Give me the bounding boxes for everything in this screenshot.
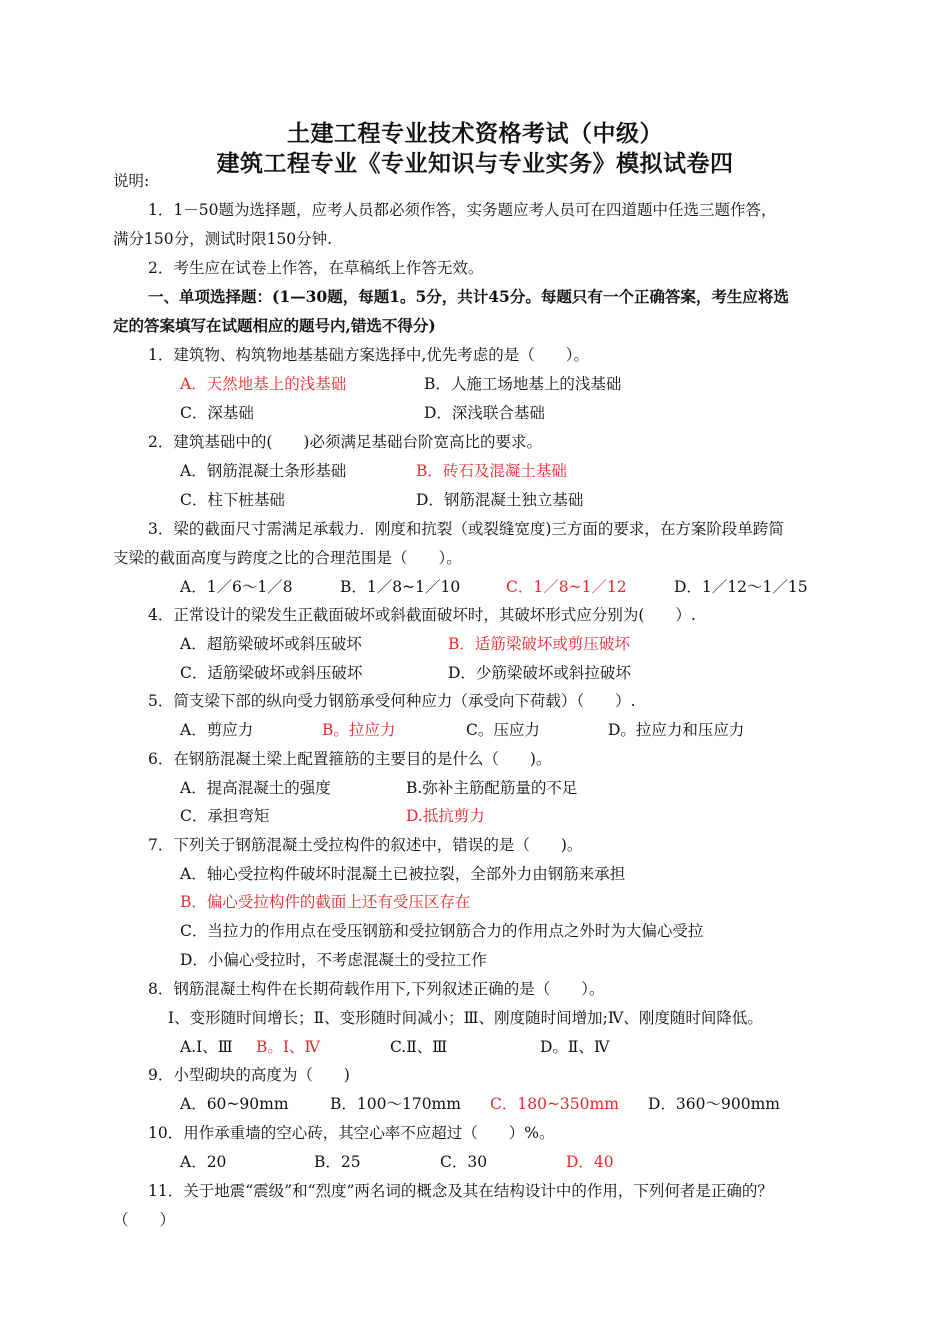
q6-option-c: C．承担弯矩	[180, 807, 270, 825]
q5-option-c: C。压应力	[466, 721, 540, 739]
q1-option-d: D．深浅联合基础	[424, 404, 545, 422]
q4-option-b: B．适筋梁破坏或剪压破坏	[448, 635, 630, 653]
question-4: 4．正常设计的梁发生正截面破坏或斜截面破坏时，其破坏形式应分别为( ）.	[148, 606, 696, 624]
section-heading: 一、单项选择题：(1—30题，每题1。5分，共计45分。每题只有一个正确答案，考生应将选	[148, 287, 789, 306]
q7-option-b: B．偏心受拉构件的截面上还有受压区存在	[180, 893, 471, 911]
question-5: 5．简支梁下部的纵向受力钢筋承受何种应力（承受向下荷载）（ ）.	[148, 692, 636, 710]
q4-option-c: C．适筋梁破坏或斜压破坏	[180, 664, 363, 682]
q3-option-c: C．1／8~1／12	[506, 578, 627, 596]
section-heading-cont: 定的答案填写在试题相应的题号内,错选不得分)	[113, 316, 436, 335]
question-11: 11．关于地震“震级”和“烈度”两名词的概念及其在结构设计中的作用，下列何者是正确的？	[148, 1182, 773, 1200]
q9-option-b: B．100～170mm	[330, 1095, 461, 1113]
q7-option-d: D．小偏心受拉时，不考虑混凝土的受拉工作	[180, 951, 487, 969]
question-8: 8．钢筋混凝土构件在长期荷载作用下,下列叙述正确的是（ ）。	[148, 980, 605, 998]
question-10: 10．用作承重墙的空心砖，其空心率不应超过（ ）%。	[148, 1124, 555, 1142]
q6-option-a: A．提高混凝土的强度	[180, 779, 331, 797]
exam-title: 土建工程专业技术资格考试（中级）	[287, 121, 663, 147]
q1-option-b: B．人施工场地基上的浅基础	[424, 375, 622, 393]
q5-option-d: D。拉应力和压应力	[608, 721, 745, 739]
question-3: 3．梁的截面尺寸需满足承载力．刚度和抗裂（或裂缝宽度)三方面的要求，在方案阶段单跨简	[148, 520, 784, 538]
question-3-cont: 支梁的截面高度与跨度之比的合理范围是（ ）。	[113, 549, 462, 567]
q2-option-d: D．钢筋混凝土独立基础	[416, 491, 584, 509]
q8-option-d: D。Ⅱ、Ⅳ	[540, 1038, 610, 1056]
q9-option-d: D．360～900mm	[648, 1095, 780, 1113]
q5-option-a: A．剪应力	[180, 721, 254, 739]
q8-option-b: B。Ⅰ、Ⅳ	[256, 1038, 320, 1056]
q7-option-a: A．轴心受拉构件破坏时混凝土已被拉裂，全部外力由钢筋来承担	[180, 865, 626, 883]
q2-option-c: C．柱下桩基础	[180, 491, 285, 509]
q3-option-d: D．1／12～1／15	[674, 578, 808, 596]
q6-option-d: D.抵抗剪力	[406, 807, 485, 825]
q10-option-c: C．30	[440, 1153, 488, 1171]
question-6: 6．在钢筋混凝土梁上配置箍筋的主要目的是什么（ )。	[148, 750, 552, 768]
q9-option-c: C．180~350mm	[490, 1095, 619, 1113]
q10-option-b: B．25	[314, 1153, 361, 1171]
note-1-cont: 满分150分，测试时限150分钟.	[113, 230, 333, 248]
q8-option-c: C.Ⅱ、Ⅲ	[390, 1038, 448, 1056]
q7-option-c: C．当拉力的作用点在受压钢筋和受拉钢筋合力的作用点之外时为大偏心受拉	[180, 922, 704, 940]
question-7: 7．下列关于钢筋混凝土受拉构件的叙述中，错误的是（ )。	[148, 836, 583, 854]
q9-option-a: A．60~90mm	[180, 1095, 289, 1113]
question-2: 2．建筑基础中的( )必须满足基础台阶宽高比的要求。	[148, 433, 542, 451]
note-2: 2．考生应在试卷上作答，在草稿纸上作答无效。	[148, 259, 484, 277]
q3-option-a: A．1／6～1／8	[180, 578, 293, 596]
q4-option-d: D．少筋梁破坏或斜拉破坏	[448, 664, 631, 682]
question-9: 9．小型砌块的高度为（ )	[148, 1066, 350, 1084]
q10-option-d: D．40	[566, 1153, 614, 1171]
q1-option-a: A．天然地基上的浅基础	[180, 375, 347, 393]
question-1: 1．建筑物、构筑物地基基础方案选择中,优先考虑的是（ ）。	[148, 346, 590, 364]
q4-option-a: A．超筋梁破坏或斜压破坏	[180, 635, 362, 653]
q2-option-a: A．钢筋混凝土条形基础	[180, 462, 347, 480]
note-1: 1．1－50题为选择题，应考人员都必须作答，实务题应考人员可在四道题中任选三题作答，	[148, 201, 777, 219]
q2-option-b: B．砖石及混凝土基础	[416, 462, 567, 480]
q3-option-b: B．1／8~1／10	[340, 578, 461, 596]
notes-label: 说明:	[113, 172, 150, 190]
question-8-statements: Ⅰ、变形随时间增长；Ⅱ、变形随时间减小；Ⅲ、刚度随时间增加;Ⅳ、刚度随时间降低。	[168, 1009, 763, 1027]
exam-subtitle: 建筑工程专业《专业知识与专业实务》模拟试卷四	[216, 151, 734, 177]
question-11-cont: （ ）	[113, 1211, 176, 1229]
q8-option-a: A.Ⅰ、Ⅲ	[180, 1038, 233, 1056]
q10-option-a: A．20	[180, 1153, 227, 1171]
q5-option-b: B。拉应力	[322, 721, 396, 739]
q6-option-b: B.弥补主筋配筋量的不足	[406, 779, 578, 797]
q1-option-c: C．深基础	[180, 404, 254, 422]
